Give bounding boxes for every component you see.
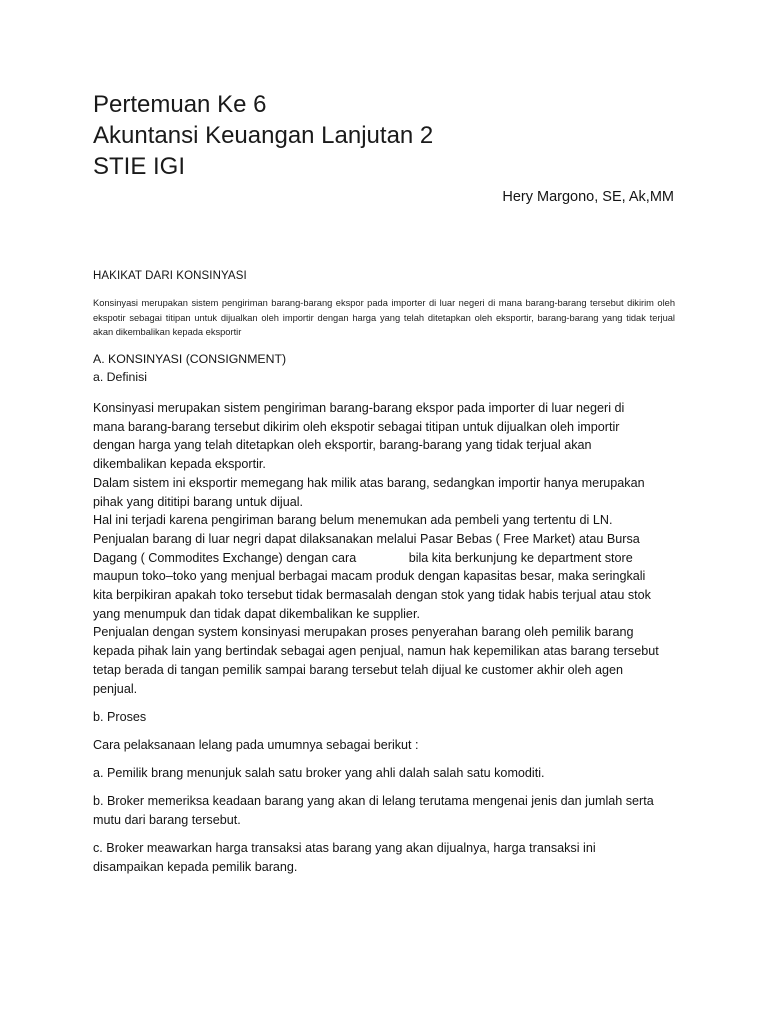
body-text — [93, 399, 677, 877]
text-line: Dagang ( Commodites Exchange) dengan cara bila kita berkunjung ke department store — [93, 550, 633, 565]
text-line: Dalam sistem ini eksportir memegang hak milik atas barang, sedangkan importir hanya merupakan — [93, 475, 645, 490]
paragraph-gap — [93, 726, 677, 736]
text-line: Penjualan dengan system konsinyasi merupakan proses penyerahan barang oleh pemilik barang — [93, 625, 634, 640]
intro-paragraph: Konsinyasi merupakan sistem pengiriman barang-barang ekspor pada importer di luar negeri di mana barang-barang tersebut dikirim oleh ekspotir sebagai titipan untuk dijualkan oleh importir dengan harga yang telah ditetapkan oleh eksportir, barang-barang yang tidak terjual akan dikembalikan kepada eksportir — [93, 298, 675, 337]
document-title — [93, 89, 433, 182]
text-line: mana barang-barang tersebut dikirim oleh ekspotir sebagai titipan untuk dijualkan oleh importir — [93, 419, 620, 434]
author-name: Hery Margono, SE, Ak,MM — [502, 189, 674, 205]
text-line: kepada pihak lain yang bertindak sebagai agen penjual, namun hak kepemilikan atas barang tersebut — [93, 644, 659, 659]
section-heading: HAKIKAT DARI KONSINYASI — [93, 270, 247, 282]
step-a: a. Pemilik brang menunjuk salah satu broker yang ahli dalah salah satu komoditi. — [93, 766, 545, 781]
text-line: Hal ini terjadi karena pengiriman barang belum menemukan ada pembeli yang tertentu di LN. — [93, 513, 613, 528]
step-c-line: disampaikan kepada pemilik barang. — [93, 859, 298, 874]
section-a-header — [93, 350, 286, 386]
title-line: Pertemuan Ke 6 — [93, 91, 267, 118]
section-a-title: A. KONSINYASI (CONSIGNMENT) — [93, 352, 287, 366]
step-b-line: b. Broker memeriksa keadaan barang yang akan di lelang terutama mengenai jenis dan jumlah serta — [93, 794, 654, 809]
proses-title: b. Proses — [93, 709, 147, 724]
paragraph-gap — [93, 830, 677, 840]
paragraph-gap — [93, 698, 677, 708]
paragraph-gap — [93, 783, 677, 793]
step-b-line: mutu dari barang tersebut. — [93, 813, 241, 828]
text-line: yang menumpuk dan tidak dapat dikembalikan ke supplier. — [93, 606, 420, 621]
text-line: maupun toko–toko yang menjual berbagai macam produk dengan kapasitas besar, maka seringkali — [93, 569, 646, 584]
text-line: dikembalikan kepada eksportir. — [93, 457, 266, 472]
text-line: dengan harga yang telah ditetapkan oleh eksportir, barang-barang yang tidak terjual akan — [93, 438, 592, 453]
paragraph-gap — [93, 755, 677, 765]
text-line: penjual. — [93, 681, 138, 696]
text-line: Konsinyasi merupakan sistem pengiriman barang-barang ekspor pada importer di luar negeri di — [93, 401, 625, 415]
title-line: STIE IGI — [93, 153, 186, 180]
section-a-subtitle: a. Definisi — [93, 370, 147, 384]
text-line: pihak yang dititipi barang untuk dijual. — [93, 494, 304, 509]
title-line: Akuntansi Keuangan Lanjutan 2 — [93, 122, 434, 149]
text-line: Penjualan barang di luar negri dapat dilaksanakan melalui Pasar Bebas ( Free Market) atau Bursa — [93, 531, 640, 546]
proses-intro: Cara pelaksanaan lelang pada umumnya sebagai berikut : — [93, 737, 419, 752]
text-line: kita berpikiran apakah toko tersebut tidak bermasalah dengan stok yang tidak habis terjual atau stok — [93, 588, 651, 603]
step-c-line: c. Broker meawarkan harga transaksi atas barang yang akan dijualnya, harga transaksi ini — [93, 841, 596, 856]
text-line: tetap berada di tangan pemilik sampai barang tersebut telah dijual ke customer akhir oleh agen — [93, 662, 623, 677]
